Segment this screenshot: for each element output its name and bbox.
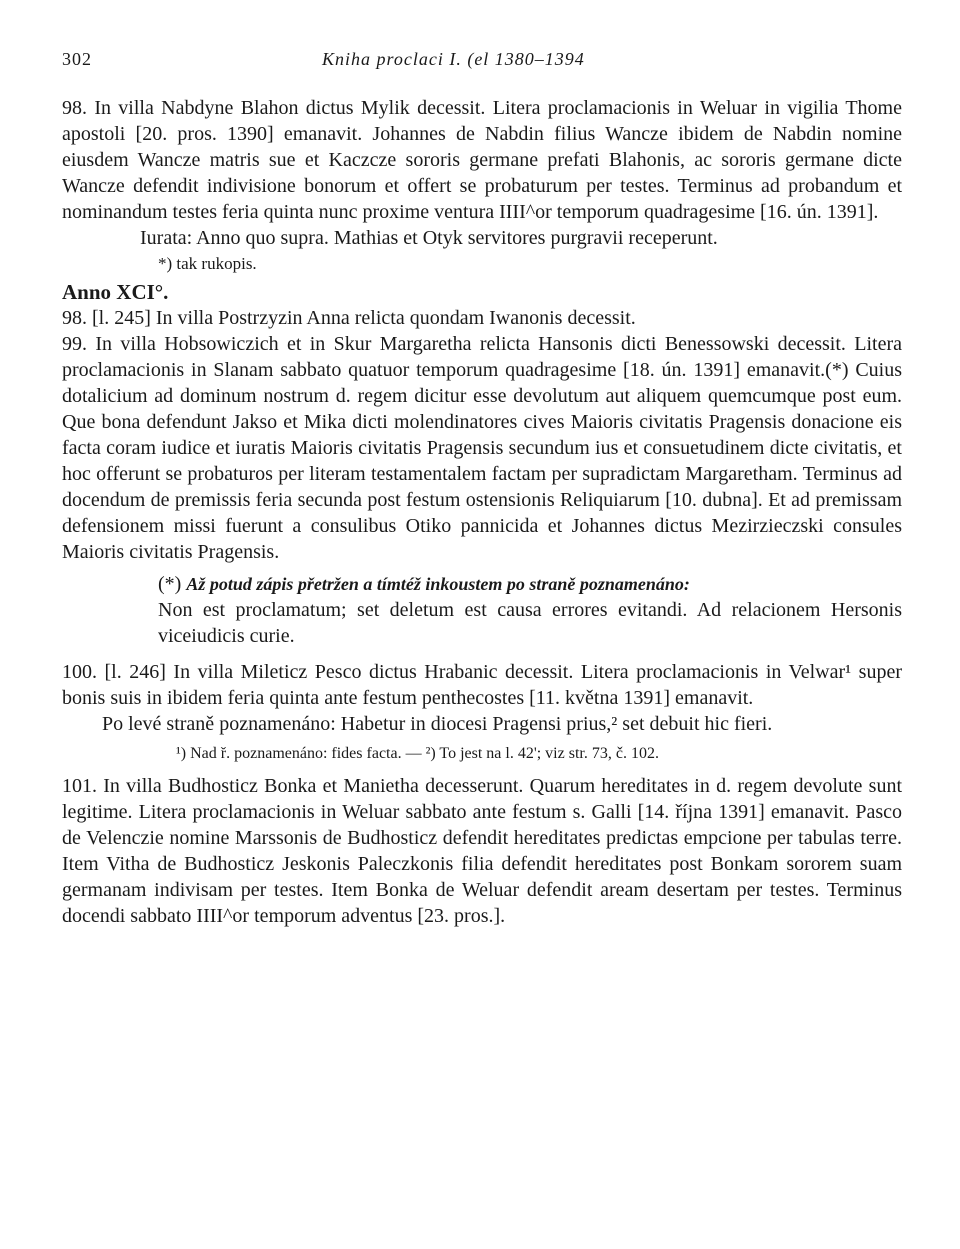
entry-paragraph: Po levé straně poznamenáno: Habetur in diocesi Pragensi prius,² set debuit hic fieri. — [102, 713, 773, 735]
entry-paragraph: 98. In villa Nabdyne Blahon dictus Mylik decessit. Litera proclamacionis in Weluar in vigilia Thome apostoli [20. pros. 1390] emanavit. Johannes de Nabdin filius Wancze ibidem de Nabdin nomine eiusdem Wancze matris sue et Kaczcze sororis germane prefati Blahonis, ac sororis germane dicte Wancze defendit indivisione bonorum et offert se probaturum per testes. Terminus ad probandum et nominandum testes feria quinta nunc proxime ventura IIII^or temporum quadragesime [16. ún. 1391]. — [62, 97, 902, 223]
running-title: Kniha proclaci I. (el 1380–1394 — [322, 49, 585, 69]
entry-paragraph: 100. [l. 246] In villa Mileticz Pesco dictus Hrabanic decessit. Litera proclamacionis in Velwar¹ super bonis suis in ibidem feria quinta ante festum penthecostes [11. května 1391] emanavit. — [62, 661, 902, 709]
marginal-note — [158, 571, 902, 597]
entry-paragraph: 99. In villa Hobsowiczich et in Skur Margaretha relicta Hansonis dicti Benessowski decessit. Litera proclamacionis in Slanam sabbato quatuor temporum quadragesime [18. ún. 1391] emanavit.(*) Cuius dotalicium ad dominum nostrum d. regem dicitur esse devolutum aut aliquem quemcumque post eum. Que bona defendunt Jakso et Mika dicti molendinatores cives Maioris civitatis Pragensis donacione eis facta coram iudice et iuratis Maioris civitatis Pragensis secundum ius et consuetudinem dicte civitatis, et hoc offerunt se probaturos per literam testamentalem factam per supradictam Margaretham. Terminus ad docendum de premissis feria secunda post festum ostensionis Reliquiarum [10. dubna]. Et ad premissam defensionem missi fuerunt a consulibus Otiko pannicida et Johannes dictus Mezirzieczski consules Maioris civitatis Pragensis. — [62, 333, 902, 563]
note-marker: (*) — [158, 573, 182, 595]
note-italic: Až potud zápis přetržen a tímtéž inkoustem po straně poznamenáno: — [186, 574, 690, 594]
body-text — [62, 95, 902, 929]
note-text: *) tak rukopis. — [158, 254, 257, 273]
note-latin: Non est proclamatum; set deletum est causa errores evitandi. Ad relacionem Hersonis viceiudicis curie. — [158, 599, 902, 647]
page-header — [62, 46, 902, 74]
page-number: 302 — [62, 49, 92, 69]
entry-paragraph: Iurata: Anno quo supra. Mathias et Otyk servitores purgravii receperunt. — [140, 227, 718, 249]
year-heading: Anno XCI°. — [62, 280, 169, 304]
footnotes: ¹) Nad ř. poznamenáno: fides facta. — ²) To jest na l. 42'; viz str. 73, č. 102. — [176, 745, 659, 762]
entry-paragraph: 101. In villa Budhosticz Bonka et Manietha decesserunt. Quarum hereditates in d. regem devolute sunt legitime. Litera proclamacionis in Weluar sabbato ante festum s. Galli [14. října 1391] emanavit. Pasco de Velenczie nomine Marssonis de Budhosticz defendit hereditates predictas empcione per tabulas terre. Item Vitha de Budhosticz Jeskonis Paleczkonis filia defendit hereditates post Bonkam sororem suam germanam indivisam per testes. Item Bonka de Weluar defendit aream desertam per testes. Terminus docendi sabbato IIII^or temporum adventus [23. pros.]. — [62, 775, 902, 927]
entry-paragraph: 98. [l. 245] In villa Postrzyzin Anna relicta quondam Iwanonis decessit. — [62, 307, 636, 329]
